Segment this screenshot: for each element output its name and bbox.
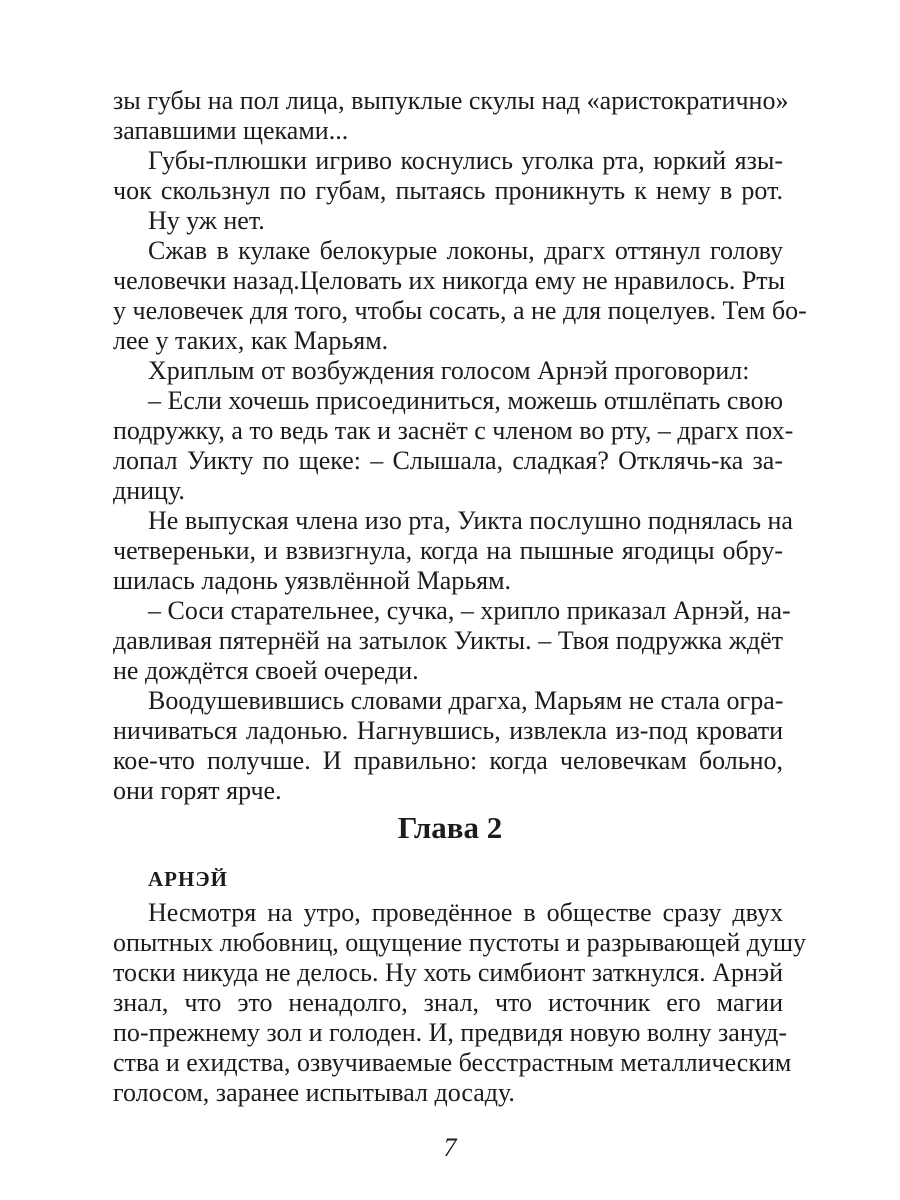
text-line: знал, что это ненадолго, знал, что источник его магии bbox=[113, 988, 783, 1017]
text-line: Воодушевившись словами драгха, Марьям не стала огра- bbox=[148, 686, 784, 715]
text-line: лее у таких, как Марьям. bbox=[113, 326, 389, 355]
text-line: ничиваться ладонью. Нагнувшись, извлекла из-под кровати bbox=[113, 716, 783, 745]
text-line: ства и ехидства, озвучиваемые бесстрастным металлическим bbox=[113, 1048, 792, 1077]
text-line: подружку, а то ведь так и заснёт с членом во рту, – драгх пох- bbox=[113, 416, 794, 445]
character-name: АРНЭЙ bbox=[148, 867, 228, 891]
text-line: опытных любовниц, ощущение пустоты и разрывающей душу bbox=[113, 928, 806, 957]
text-line: дницу. bbox=[113, 476, 185, 505]
chapter-title: Глава 2 bbox=[397, 810, 503, 845]
text-line: чок скользнул по губам, пытаясь проникнуть к нему в рот. bbox=[113, 176, 783, 205]
text-line: Ну уж нет. bbox=[148, 206, 265, 235]
text-line: человечки назад.Целовать их никогда ему не нравилось. Рты bbox=[113, 266, 786, 295]
text-line: давливая пятернёй на затылок Уикты. – Твоя подружка ждёт bbox=[113, 626, 783, 655]
text-line: Не выпуская члена изо рта, Уикта послушно поднялась на bbox=[148, 506, 793, 535]
text-line: у человечек для того, чтобы сосать, а не для поцелуев. Тем бо- bbox=[113, 296, 807, 325]
text-line: они горят ярче. bbox=[113, 776, 282, 805]
text-line: Несмотря на утро, проведённое в обществе сразу двух bbox=[148, 898, 783, 927]
page-number: 7 bbox=[443, 1133, 457, 1162]
text-line: Хриплым от возбуждения голосом Арнэй проговорил: bbox=[148, 356, 750, 385]
text-line: четвереньки, и взвизгнула, когда на пышные ягодицы обру- bbox=[113, 536, 783, 565]
text-line: тоски никуда не делось. Ну хоть симбионт заткнулся. Арнэй bbox=[113, 958, 783, 987]
text-line: Сжав в кулаке белокурые локоны, драгх оттянул голову bbox=[148, 236, 783, 265]
text-line: по-прежнему зол и голоден. И, предвидя новую волну зануд- bbox=[113, 1018, 787, 1047]
text-line: не дождётся своей очереди. bbox=[113, 656, 419, 685]
text-line: зы губы на пол лица, выпуклые скулы над «аристократично» bbox=[113, 86, 789, 115]
text-line: голосом, заранее испытывал досаду. bbox=[113, 1078, 515, 1107]
text-line: Губы-плюшки игриво коснулись уголка рта, юркий язы- bbox=[148, 146, 783, 175]
text-line: запавшими щеками... bbox=[113, 116, 349, 145]
text-line: кое-что получше. И правильно: когда человечкам больно, bbox=[113, 746, 783, 775]
text-line: – Если хочешь присоединиться, можешь отшлёпать свою bbox=[148, 386, 783, 415]
text-line: лопал Уикту по щеке: – Слышала, сладкая? Отклячь-ка за- bbox=[113, 446, 783, 475]
text-line: – Соси старательнее, сучка, – хрипло приказал Арнэй, на- bbox=[148, 596, 791, 625]
text-line: шилась ладонь уязвлённой Марьям. bbox=[113, 566, 512, 595]
